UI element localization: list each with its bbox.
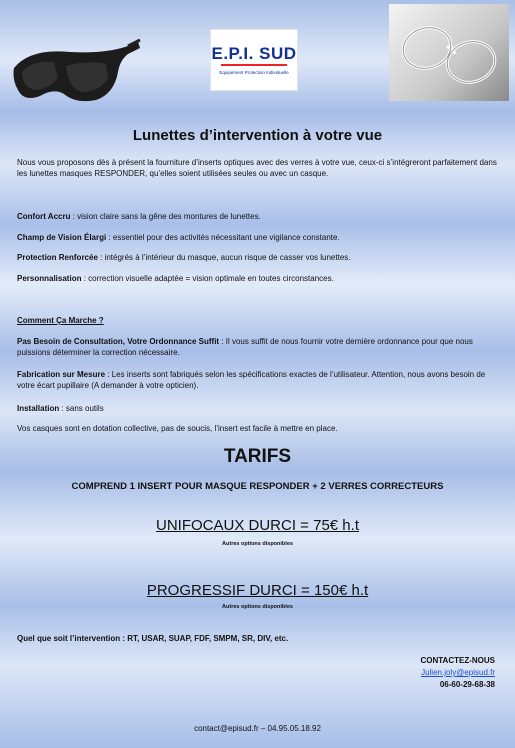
how-heading: Comment Ça Marche ? xyxy=(17,316,104,325)
how-step-text: : Les inserts sont fabriqués selon les spécifications exactes de l’utilisateur. Attention, nous avons besoin de votre écart pupillaire (A demander à votre opticien). xyxy=(17,370,486,390)
goggles-photo xyxy=(10,38,142,108)
feature-text: : essentiel pour des activités nécessitant une vigilance constante. xyxy=(106,233,340,242)
feature-text: : correction visuelle adaptée = vision optimale en toutes circonstances. xyxy=(81,274,334,283)
feature-text: : intégrés à l’intérieur du masque, aucun risque de casser vos lunettes. xyxy=(97,253,351,262)
how-step-label: Installation xyxy=(17,404,60,413)
contact-email-link[interactable]: Julien.joly@episud.fr xyxy=(421,668,495,677)
contact-heading: CONTACTEZ-NOUS xyxy=(420,656,495,665)
how-step-text: : Il vous suffit de nous fournir votre dernière ordonnance pour que nous puissions déterminer la correction nécessaire. xyxy=(17,337,473,357)
feature-label: Confort Accru xyxy=(17,212,71,221)
how-step-label: Pas Besoin de Consultation, Votre Ordonnance Suffit xyxy=(17,337,220,346)
feature-item xyxy=(17,252,502,263)
how-step xyxy=(17,369,502,391)
how-note: Vos casques sont en dotation collective, pas de soucis, l’insert est facile à mettre en place. xyxy=(17,424,338,433)
contact-block xyxy=(420,655,495,691)
logo-brand: E.P.I. SUD xyxy=(211,44,297,63)
price-progressif: PROGRESSIF DURCI = 150€ h.t xyxy=(146,582,369,599)
intro-paragraph: Nous vous proposons dès à présent la fourniture d’inserts optiques avec des verres à votre vue, ceux-ci s’intégreront parfaitement dans les lunettes masques RESPONDER, qu’elles soient utilisées seules ou avec un casque. xyxy=(17,158,497,178)
insert-photo xyxy=(389,4,509,101)
feature-text: : vision claire sans la gêne des montures de lunettes. xyxy=(70,212,261,221)
feature-label: Personnalisation xyxy=(17,274,82,283)
feature-label: Protection Renforcée xyxy=(17,253,98,262)
logo-tagline: Equipement Protection Individuelle xyxy=(219,70,289,75)
how-step xyxy=(17,403,502,414)
feature-label: Champ de Vision Élargi xyxy=(17,233,107,242)
feature-item xyxy=(17,273,502,284)
feature-item xyxy=(17,232,502,243)
intervention-line: Quel que soit l’intervention : RT, USAR, SUAP, FDF, SMPM, SR, DIV, etc. xyxy=(17,634,289,643)
logo-underline xyxy=(221,64,287,66)
epi-sud-logo xyxy=(210,29,298,91)
contact-phone: 06-60-29-68-38 xyxy=(439,680,495,689)
price-unifocaux: UNIFOCAUX DURCI = 75€ h.t xyxy=(156,517,359,534)
price-options-note: Autres options disponibles xyxy=(222,541,293,547)
feature-item xyxy=(17,211,502,222)
how-step xyxy=(17,336,502,358)
how-step-text: : sans outils xyxy=(59,404,104,413)
price-options-note: Autres options disponibles xyxy=(222,604,293,610)
footer-contact: contact@episud.fr – 04.95.05.18.92 xyxy=(194,724,321,733)
page-title: Lunettes d’intervention à votre vue xyxy=(132,127,383,144)
optical-insert-icon xyxy=(389,4,509,101)
how-step-label: Fabrication sur Mesure xyxy=(17,370,106,379)
tarifs-subheading: COMPREND 1 INSERT POUR MASQUE RESPONDER + 2 VERRES CORRECTEURS xyxy=(71,481,444,492)
responder-goggles-icon xyxy=(10,38,142,108)
tarifs-heading: TARIFS xyxy=(223,446,292,467)
